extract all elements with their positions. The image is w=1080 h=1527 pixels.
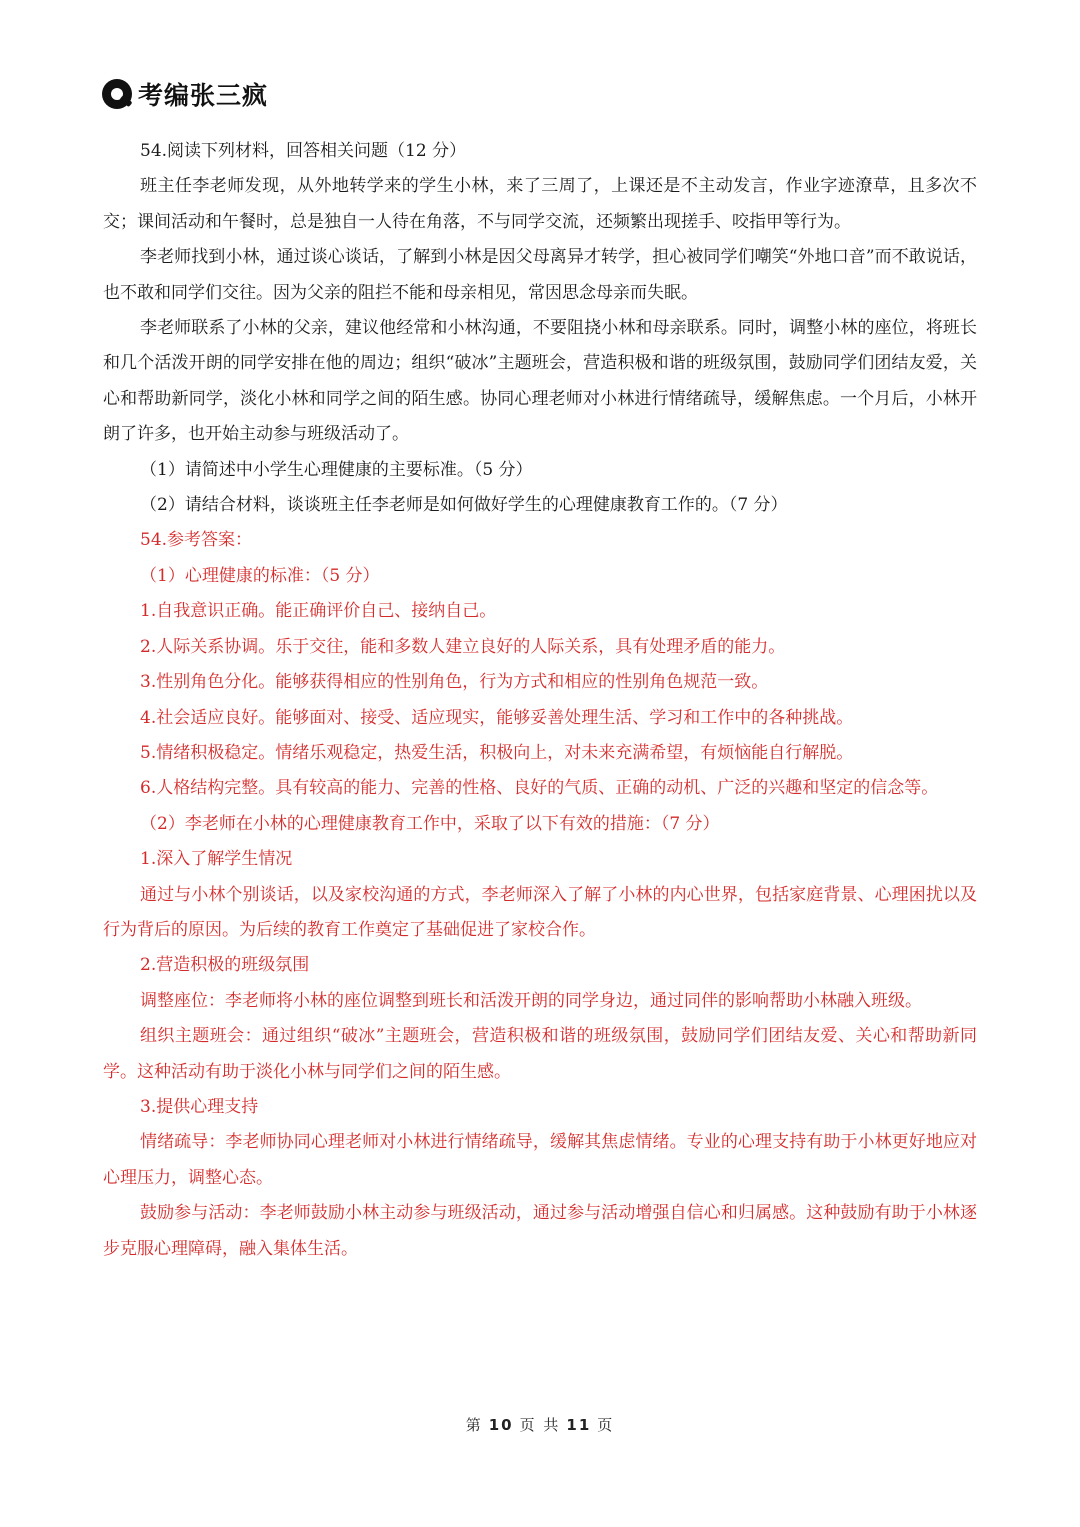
document-body bbox=[103, 134, 977, 1267]
standard-item: 6.人格结构完整。具有较高的能力、完善的性格、良好的气质、正确的动机、广泛的兴趣和坚定的信念等。 bbox=[140, 778, 939, 799]
measure-title: 1.深入了解学生情况 bbox=[140, 849, 293, 870]
standard-item: 5.情绪积极稳定。情绪乐观稳定，热爱生活，积极向上，对未来充满希望，有烦恼能自行解脱。 bbox=[140, 742, 854, 763]
material-paragraph: 李老师联系了小林的父亲，建议他经常和小林沟通，不要阻挠小林和母亲联系。同时，调整小林的座位，将班长和几个活泼开朗的同学安排在他的周边；组织“破冰”主题班会，营造积极和谐的班级氛围，鼓励同学们团结友爱，关心和帮助新同学，淡化小林和同学之间的陌生感。协同心理老师对小林进行情绪疏导，缓解焦虑。一个月后，小林开朗了许多，也开始主动参与班级活动了。 bbox=[103, 318, 977, 445]
sub-question-2: （2）请结合材料，谈谈班主任李老师是如何做好学生的心理健康教育工作的。（7 分） bbox=[140, 495, 788, 516]
material-paragraph: 班主任李老师发现，从外地转学来的学生小林，来了三周了，上课还是不主动发言，作业字迹潦草，且多次不交；课间活动和午餐时，总是独自一人待在角落，不与同学交流，还频繁出现搓手、咬指甲等行为。 bbox=[103, 176, 977, 232]
standard-item: 2.人际关系协调。乐于交往，能和多数人建立良好的人际关系，具有处理矛盾的能力。 bbox=[140, 636, 786, 657]
brand-name: 考编张三疯 bbox=[138, 81, 269, 110]
standard-item: 3.性别角色分化。能够获得相应的性别角色，行为方式和相应的性别角色规范一致。 bbox=[140, 672, 769, 693]
measure-text: 鼓励参与活动：李老师鼓励小林主动参与班级活动，通过参与活动增强自信心和归属感。这种鼓励有助于小林逐步克服心理障碍，融入集体生活。 bbox=[103, 1203, 977, 1259]
sub-question-1: （1）请简述中小学生心理健康的主要标准。（5 分） bbox=[140, 459, 533, 480]
measure-text: 组织主题班会：通过组织“破冰”主题班会，营造积极和谐的班级氛围，鼓励同学们团结友爱、关心和帮助新同学。这种活动有助于淡化小林与同学们之间的陌生感。 bbox=[103, 1026, 977, 1082]
material-paragraph: 李老师找到小林，通过谈心谈话，了解到小林是因父母离异才转学，担心被同学们嘲笑“外地口音”而不敢说话，也不敢和同学们交往。因为父亲的阻拦不能和母亲相见，常因思念母亲而失眠。 bbox=[103, 247, 977, 303]
measure-title: 2.营造积极的班级氛围 bbox=[140, 955, 310, 976]
total-pages: 11 bbox=[566, 1416, 592, 1434]
standard-item: 1.自我意识正确。能正确评价自己、接纳自己。 bbox=[140, 601, 497, 622]
answer-part2-title: （2）李老师在小林的心理健康教育工作中，采取了以下有效的措施：（7 分） bbox=[140, 813, 720, 834]
q-search-icon bbox=[102, 79, 132, 109]
page-suffix: 页 bbox=[597, 1416, 615, 1434]
answer-title: 54.参考答案： bbox=[140, 530, 253, 551]
page-prefix: 第 bbox=[465, 1416, 483, 1434]
measure-text: 通过与小林个别谈话，以及家校沟通的方式，李老师深入了解了小林的内心世界，包括家庭背景、心理困扰以及行为背后的原因。为后续的教育工作奠定了基础促进了家校合作。 bbox=[103, 884, 977, 940]
measure-text: 情绪疏导：李老师协同心理老师对小林进行情绪疏导，缓解其焦虑情绪。专业的心理支持有助于小林更好地应对心理压力，调整心态。 bbox=[103, 1132, 977, 1188]
page-middle: 页 共 bbox=[519, 1416, 561, 1434]
answer-part1-title: （1）心理健康的标准：（5 分） bbox=[140, 565, 380, 586]
measure-title: 3.提供心理支持 bbox=[140, 1096, 259, 1117]
current-page: 10 bbox=[488, 1416, 514, 1434]
standard-item: 4.社会适应良好。能够面对、接受、适应现实，能够妥善处理生活、学习和工作中的各种挑战。 bbox=[140, 707, 854, 728]
measure-text: 调整座位：李老师将小林的座位调整到班长和活泼开朗的同学身边，通过同伴的影响帮助小林融入班级。 bbox=[140, 990, 922, 1011]
question-title: 54.阅读下列材料，回答相关问题（12 分） bbox=[140, 141, 467, 161]
page-number bbox=[0, 1414, 1080, 1435]
brand-logo bbox=[102, 74, 268, 114]
